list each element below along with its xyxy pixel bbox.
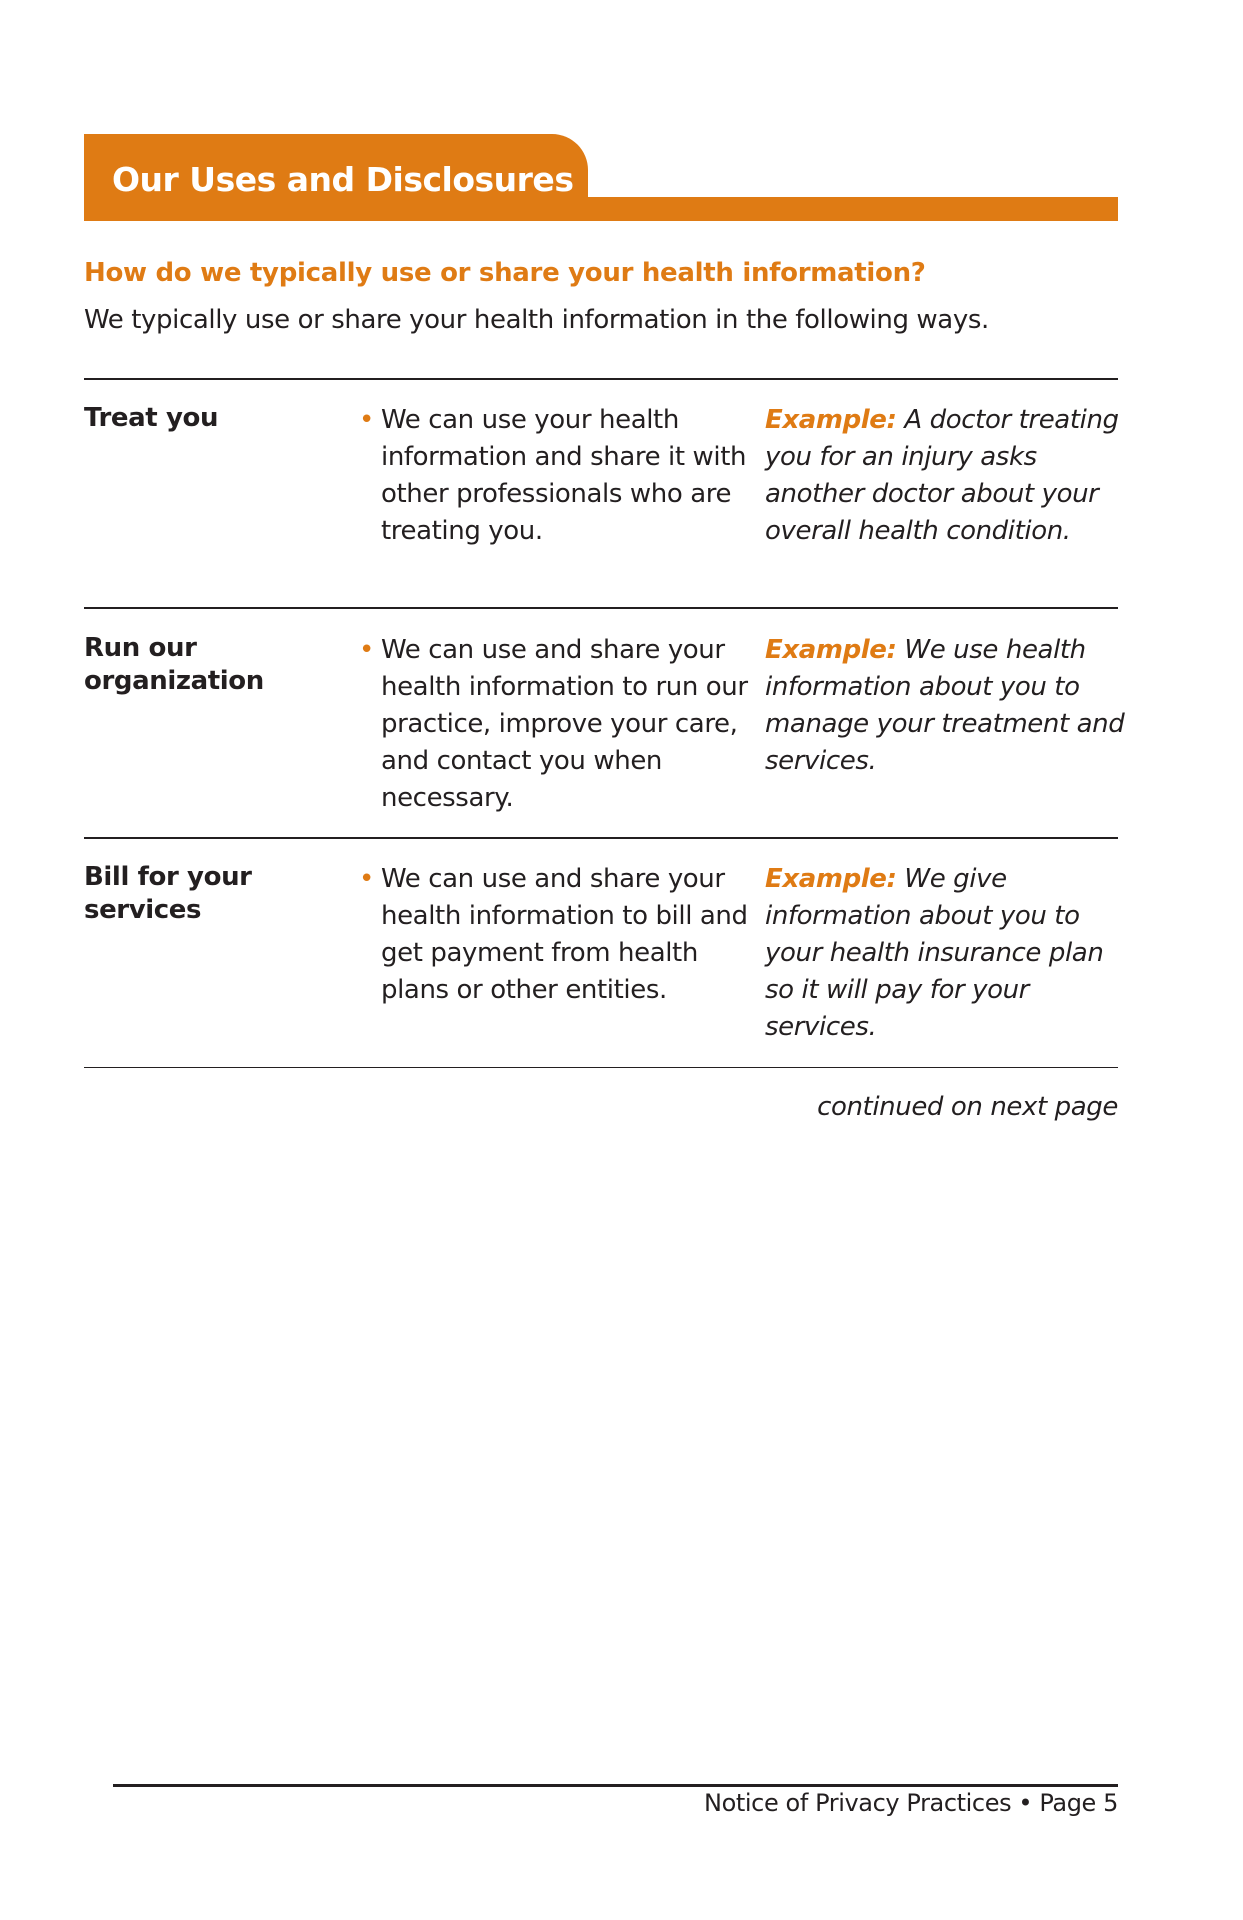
divider [84, 378, 1118, 380]
example-label: Example: [765, 405, 897, 435]
divider [84, 607, 1118, 609]
row-description: We can use and share your health information to bill and get payment from health plans or other entities. [381, 864, 748, 1005]
row-description: We can use and share your health information to run our practice, improve your care, and contact you when necessary. [381, 635, 748, 813]
row-label: Bill for your services [84, 862, 252, 925]
continued-note: continued on next page [817, 1092, 1118, 1122]
example-label: Example: [765, 635, 897, 665]
example-text: A doctor treating you for an injury asks another doctor about your overall health condition. [765, 405, 1119, 546]
question-heading: How do we typically use or share your health information? [84, 258, 926, 288]
page-footer: Notice of Privacy Practices • Page 5 [704, 1789, 1118, 1817]
divider [84, 1067, 1118, 1068]
example-text: We use health information about you to manage your treatment and services. [765, 635, 1125, 776]
row-example [765, 402, 1125, 550]
row-label: Treat you [84, 403, 219, 433]
divider [84, 837, 1118, 839]
intro-text: We typically use or share your health information in the following ways. [84, 305, 989, 335]
row-label: Run our organization [84, 633, 264, 696]
row-example [765, 632, 1125, 780]
example-text: We give information about you to your health insurance plan so it will pay for your services. [765, 864, 1104, 1042]
section-bar [84, 197, 1118, 221]
bullet-icon: • [359, 405, 374, 435]
footer-rule [113, 1784, 1118, 1787]
bullet-icon: • [359, 635, 374, 665]
section-title: Our Uses and Disclosures [112, 160, 574, 199]
row-description: We can use your health information and share it with other professionals who are treating you. [381, 405, 747, 546]
row-example [765, 861, 1125, 1046]
bullet-icon: • [359, 864, 374, 894]
example-label: Example: [765, 864, 897, 894]
